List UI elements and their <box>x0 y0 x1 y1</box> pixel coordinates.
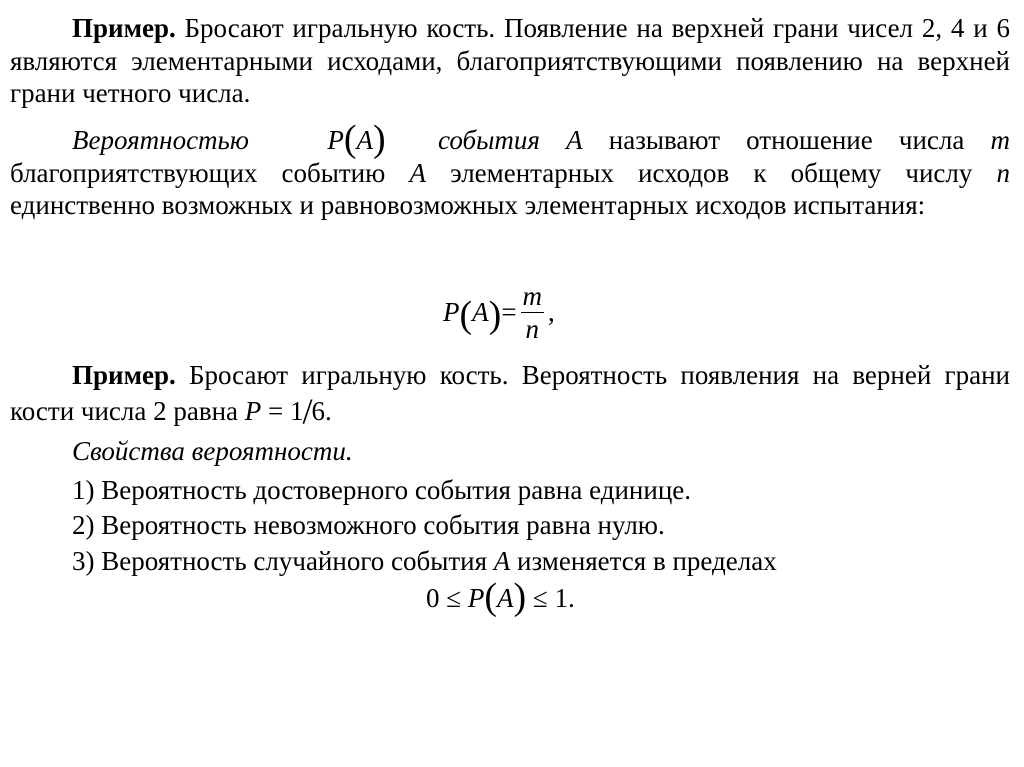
property-item-2: 2) Вероятность невозможного события равна нулю. <box>72 510 665 540</box>
ineq-right: ≤ 1. <box>526 583 575 613</box>
example-paragraph-2 <box>10 359 1010 431</box>
definition-paragraph <box>10 118 1011 222</box>
definition-text-1: называют отношение числа <box>582 125 991 155</box>
example-label: Пример. <box>72 13 176 43</box>
probability-inequality <box>426 576 575 618</box>
example2-six: 6 <box>311 395 326 426</box>
property-item-1: 1) Вероятность достоверного события равна единице. <box>72 475 692 505</box>
property-item-3: 3) Вероятность случайного события A изменяется в пределах <box>72 546 777 576</box>
prob-func: P <box>327 125 344 155</box>
example-paragraph-1 <box>10 12 1010 110</box>
ineq-right-paren: ) <box>513 576 527 618</box>
definition-text-4: единственно возможных и равновозможных элементарных исходов испытания: <box>10 190 926 220</box>
formula-func: P <box>443 297 460 327</box>
example2-eq: = <box>261 395 291 426</box>
example2-one: 1 <box>290 395 304 426</box>
definition-text-2: благоприятствующих событию <box>10 157 410 188</box>
event-var-2: A <box>409 157 426 188</box>
ineq-arg: A <box>496 583 514 613</box>
var-n: n <box>996 157 1010 188</box>
probability-formula <box>443 280 555 345</box>
formula-equals: = <box>501 297 517 327</box>
properties-heading: Свойства вероятности. <box>72 436 353 466</box>
fraction-slash: / <box>302 390 313 431</box>
ineq-func: P <box>467 583 485 613</box>
formula-numerator: m <box>522 281 543 311</box>
example2-text: Бросают игральную кость. Вероятность появления на верней грани кости числа 2 равна <box>10 360 1010 426</box>
event-word: события <box>438 125 540 155</box>
formula-comma: , <box>548 297 555 327</box>
left-paren: ( <box>343 118 357 160</box>
example2-label: Пример. <box>72 360 176 390</box>
var-m: m <box>990 125 1011 155</box>
definition-text-3: элементарных исходов к общему числу <box>425 157 997 188</box>
event-var: A <box>566 125 583 155</box>
definition-term: Вероятностью <box>72 125 249 155</box>
formula-arg: A <box>472 297 489 327</box>
ineq-left: 0 ≤ <box>426 583 468 613</box>
right-paren: ) <box>373 118 386 160</box>
ineq-left-paren: ( <box>484 576 497 618</box>
formula-left-paren: ( <box>459 293 473 336</box>
formula-right-paren: ) <box>488 293 502 336</box>
example2-end: . <box>325 395 332 426</box>
example2-p: P <box>244 395 262 426</box>
example-text: Бросают игральную кость. Появление на верхней грани чисел 2, 4 и 6 являются элементарными исходами, благоприятствующими появлению на верхней грани четного числа. <box>10 13 1010 108</box>
prob-arg: A <box>356 125 374 155</box>
formula-fraction <box>521 280 545 345</box>
property-3-var: A <box>493 546 511 576</box>
formula-denominator: n <box>521 312 545 345</box>
